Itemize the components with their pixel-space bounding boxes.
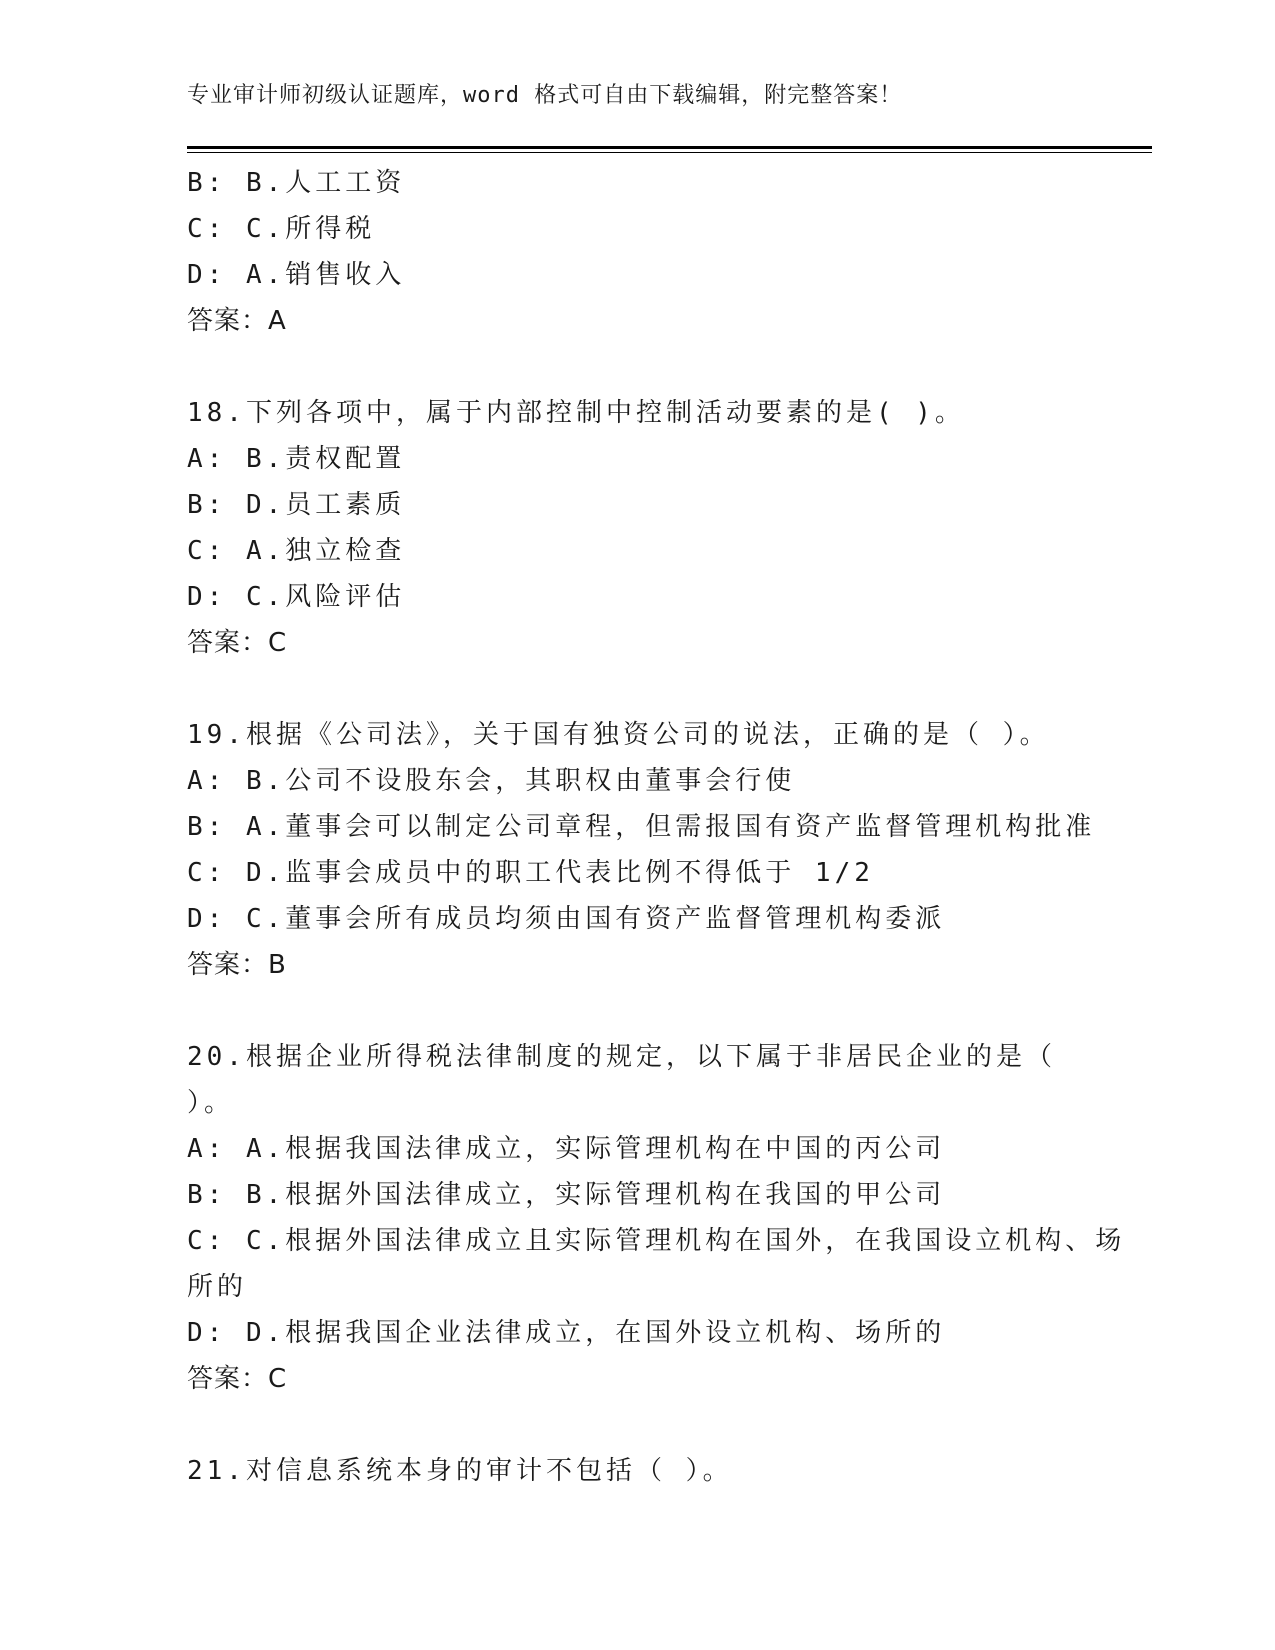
option-line: A: A.根据我国法律成立，实际管理机构在中国的丙公司 bbox=[187, 1134, 946, 1164]
answer-line: 答案：B bbox=[187, 950, 287, 980]
option-line: C: A.独立检查 bbox=[187, 536, 406, 566]
option-line: D: C.风险评估 bbox=[187, 582, 406, 612]
option-line: B: D.员工素质 bbox=[187, 490, 406, 520]
question-block-18 bbox=[187, 390, 1087, 666]
option-line: C: C.所得税 bbox=[187, 214, 376, 244]
question-block-20 bbox=[187, 1034, 1126, 1402]
question-text: 21.对信息系统本身的审计不包括（ ）。 bbox=[187, 1456, 733, 1486]
option-line: A: B.责权配置 bbox=[187, 444, 406, 474]
option-line: C: C.根据外国法律成立且实际管理机构在国外，在我国设立机构、场 bbox=[187, 1226, 1126, 1256]
option-line: B: A.董事会可以制定公司章程，但需报国有资产监督管理机构批准 bbox=[187, 812, 1096, 842]
option-line: D: D.根据我国企业法律成立，在国外设立机构、场所的 bbox=[187, 1318, 946, 1348]
option-line: B: B.根据外国法律成立，实际管理机构在我国的甲公司 bbox=[187, 1180, 946, 1210]
question-text-continued: ）。 bbox=[187, 1088, 235, 1118]
question-block-17 bbox=[187, 160, 1087, 344]
answer-line: 答案：A bbox=[187, 306, 287, 336]
option-line: D: A.销售收入 bbox=[187, 260, 406, 290]
answer-line: 答案：C bbox=[187, 1364, 288, 1394]
header-divider bbox=[187, 146, 1152, 149]
question-list bbox=[187, 160, 1126, 1540]
option-line: D: C.董事会所有成员均须由国有资产监督管理机构委派 bbox=[187, 904, 946, 934]
question-text: 20.根据企业所得税法律制度的规定，以下属于非居民企业的是（ bbox=[187, 1042, 1056, 1072]
question-text: 18.下列各项中，属于内部控制中控制活动要素的是( )。 bbox=[187, 398, 965, 428]
page-header-title: 专业审计师初级认证题库，word 格式可自由下载编辑，附完整答案！ bbox=[187, 83, 903, 108]
option-line: B: B.人工工资 bbox=[187, 168, 406, 198]
option-line: A: B.公司不设股东会，其职权由董事会行使 bbox=[187, 766, 796, 796]
question-block-21 bbox=[187, 1448, 1087, 1494]
option-line-continued: 所的 bbox=[187, 1272, 248, 1302]
question-text: 19.根据《公司法》，关于国有独资公司的说法，正确的是（ ）。 bbox=[187, 720, 1050, 750]
question-block-19 bbox=[187, 712, 1096, 988]
answer-line: 答案：C bbox=[187, 628, 288, 658]
option-line: C: D.监事会成员中的职工代表比例不得低于 1/2 bbox=[187, 858, 874, 888]
